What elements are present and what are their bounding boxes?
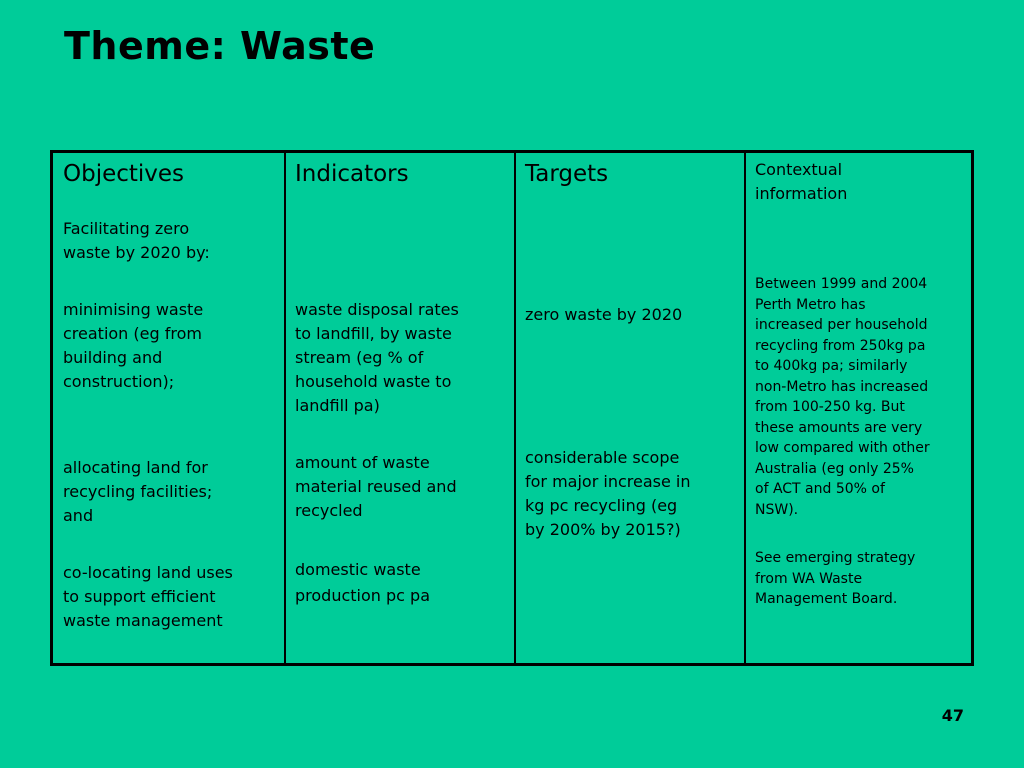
- target-item-line: zero waste by 2020: [525, 305, 683, 324]
- target-item-zero-waste: [525, 303, 682, 327]
- indicator-item-line: waste disposal rates: [295, 300, 459, 319]
- context-item-line: to 400kg pa; similarly: [755, 358, 908, 374]
- context-item-line: non-Metro has increased: [755, 378, 929, 395]
- target-item-line: for major increase in: [525, 472, 691, 491]
- indicator-item-line: landfill pa): [295, 396, 380, 415]
- context-item-line: See emerging strategy: [755, 550, 916, 566]
- objectives-header: Objectives: [63, 161, 185, 187]
- context-header-line: information: [755, 184, 848, 203]
- indicators-header: Indicators: [295, 161, 409, 187]
- context-item-line: NSW).: [755, 501, 799, 518]
- context-item-line: Perth Metro has: [755, 296, 866, 313]
- indicator-item-line: stream (eg % of: [295, 348, 424, 367]
- context-header: [755, 158, 847, 206]
- objective-item-co-locating: [63, 561, 233, 633]
- context-item-emerging-strategy: [755, 548, 915, 610]
- target-item-recycling-increase: [525, 446, 690, 542]
- objectives-intro: [63, 217, 210, 265]
- objective-item-line: recycling facilities;: [63, 482, 213, 501]
- indicator-item-domestic-waste: [295, 557, 430, 609]
- waste-theme-table: [50, 150, 974, 666]
- target-item-line: by 200% by 2015?): [525, 520, 681, 539]
- objective-item-line: building and: [63, 348, 163, 367]
- targets-column: [514, 153, 744, 663]
- context-item-line: low compared with other: [755, 440, 930, 456]
- context-item-line: increased per household: [755, 317, 928, 333]
- context-item-line: these amounts are very: [755, 419, 923, 436]
- context-item-line: Between 1999 and 2004: [755, 276, 928, 292]
- target-item-line: kg pc recycling (eg: [525, 496, 678, 515]
- indicator-item-line: household waste to: [295, 372, 452, 391]
- objective-item-line: co-locating land uses: [63, 563, 233, 582]
- objectives-column: [53, 153, 284, 663]
- objective-item-line: creation (eg from: [63, 324, 202, 343]
- indicator-item-reused-material: [295, 451, 457, 523]
- objective-item-line: construction);: [63, 372, 175, 391]
- context-column: [744, 153, 971, 663]
- objective-item-minimising: [63, 298, 203, 394]
- indicator-item-line: to landfill, by waste: [295, 324, 452, 343]
- context-item-line: Australia (eg only 25%: [755, 460, 914, 477]
- objectives-intro-line: waste by 2020 by:: [63, 243, 210, 262]
- page-number: 47: [941, 706, 964, 725]
- target-item-line: considerable scope: [525, 448, 680, 467]
- indicator-item-line: recycled: [295, 501, 363, 520]
- objective-item-line: minimising waste: [63, 300, 204, 319]
- objective-item-line: and: [63, 506, 94, 525]
- context-item-line: Management Board.: [755, 591, 898, 607]
- context-item-line: of ACT and 50% of: [755, 481, 885, 497]
- slide-title: Theme: Waste: [64, 24, 376, 68]
- indicator-item-line: amount of waste: [295, 453, 430, 472]
- objectives-intro-line: Facilitating zero: [63, 219, 190, 238]
- context-item-line: recycling from 250kg pa: [755, 337, 926, 354]
- objective-item-line: to support efficient: [63, 587, 216, 606]
- indicators-column: [284, 153, 514, 663]
- context-item-line: from 100-250 kg. But: [755, 399, 905, 415]
- context-item-recycling-history: [755, 274, 930, 520]
- indicator-item-line: production pc pa: [295, 586, 430, 605]
- objective-item-line: waste management: [63, 611, 223, 630]
- objective-item-line: allocating land for: [63, 458, 208, 477]
- context-item-line: from WA Waste: [755, 570, 863, 587]
- targets-header: Targets: [525, 161, 609, 187]
- indicator-item-line: material reused and: [295, 477, 457, 496]
- indicator-item-disposal-rates: [295, 298, 459, 418]
- objective-item-allocating: [63, 456, 212, 528]
- indicator-item-line: domestic waste: [295, 560, 421, 579]
- context-header-line: Contextual: [755, 160, 843, 179]
